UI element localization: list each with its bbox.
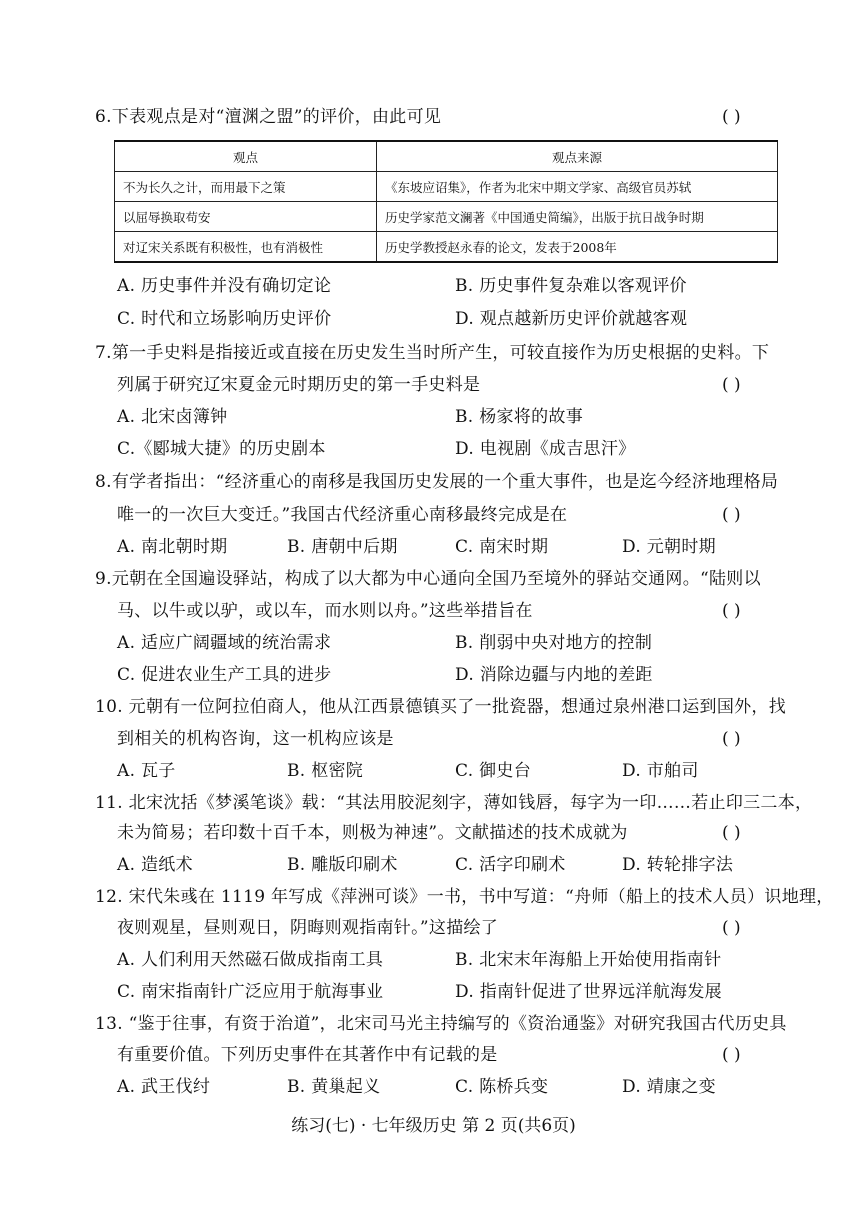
- q6-option-b: B. 历史事件复杂难以客观评价: [455, 276, 687, 296]
- table-header-row: [115, 141, 778, 172]
- q10-option-c: C. 御史台: [455, 761, 532, 781]
- q12-option-c: C. 南宋指南针广泛应用于航海事业: [117, 982, 384, 1002]
- q7-option-b: B. 杨家将的故事: [455, 407, 583, 427]
- q12-stem-line2: 夜则观星，昼则观日，阴晦则观指南针。”这描绘了: [117, 918, 499, 938]
- q13-option-a: A. 武王伐纣: [117, 1077, 211, 1097]
- q8-option-b: B. 唐朝中后期: [287, 537, 398, 557]
- q6-answer-bracket: ( ): [722, 107, 741, 127]
- q9-answer-bracket: ( ): [722, 601, 741, 621]
- q6-viewpoint-table: [114, 140, 778, 263]
- table-row: [115, 172, 778, 202]
- table-cell: 历史学教授赵永春的论文，发表于2008年: [377, 232, 778, 263]
- q13-option-d: D. 靖康之变: [622, 1077, 716, 1097]
- q7-option-c: C.《郾城大捷》的历史剧本: [117, 439, 326, 459]
- table-cell: 不为长久之计，而用最下之策: [115, 172, 377, 202]
- table-header-source: 观点来源: [377, 141, 778, 172]
- q9-option-c: C. 促进农业生产工具的进步: [117, 665, 332, 685]
- q11-answer-bracket: ( ): [722, 823, 741, 843]
- q12-option-b: B. 北宋末年海船上开始使用指南针: [455, 950, 722, 970]
- q8-option-c: C. 南宋时期: [455, 537, 549, 557]
- q6-option-d: D. 观点越新历史评价就越客观: [455, 309, 688, 329]
- q13-stem-line1: 13. “鉴于往事，有资于治道”，北宋司马光主持编写的《资治通鉴》对研究我国古代历史具: [95, 1014, 787, 1034]
- q6-option-c: C. 时代和立场影响历史评价: [117, 309, 332, 329]
- q9-stem-line1: 9.元朝在全国遍设驿站，构成了以大都为中心通向全国乃至境外的驿站交通网。“陆则以: [95, 569, 761, 589]
- q8-stem-line2: 唯一的一次巨大变迁。”我国古代经济重心南移最终完成是在: [117, 505, 568, 525]
- q12-option-d: D. 指南针促进了世界远洋航海发展: [455, 982, 722, 1002]
- q9-stem-line2: 马、以牛或以驴，或以车，而水则以舟。”这些举措旨在: [117, 601, 533, 621]
- table-cell: 以屈辱换取苟安: [115, 202, 377, 232]
- q13-option-b: B. 黄巢起义: [287, 1077, 381, 1097]
- q11-stem-line2: 未为简易；若印数十百千本，则极为神速”。文献描述的技术成就为: [117, 823, 628, 843]
- q10-answer-bracket: ( ): [722, 729, 741, 749]
- q6-option-a: A. 历史事件并没有确切定论: [117, 276, 332, 296]
- q13-stem-line2: 有重要价值。下列历史事件在其著作中有记载的是: [117, 1045, 498, 1065]
- q8-answer-bracket: ( ): [722, 505, 741, 525]
- q9-option-b: B. 削弱中央对地方的控制: [455, 633, 653, 653]
- q9-option-d: D. 消除边疆与内地的差距: [455, 665, 653, 685]
- q11-option-d: D. 转轮排字法: [622, 855, 734, 875]
- table-row: [115, 232, 778, 263]
- table-cell: 《东坡应诏集》，作者为北宋中期文学家、高级官员苏轼: [377, 172, 778, 202]
- q11-option-b: B. 雕版印刷术: [287, 855, 398, 875]
- q10-option-d: D. 市舶司: [622, 761, 699, 781]
- q13-answer-bracket: ( ): [722, 1045, 741, 1065]
- table-cell: 对辽宋关系既有积极性，也有消极性: [115, 232, 377, 263]
- q10-stem-line2: 到相关的机构咨询，这一机构应该是: [117, 729, 394, 749]
- table-row: [115, 202, 778, 232]
- q7-option-a: A. 北宋卤簿钟: [117, 407, 228, 427]
- page-footer: 练习(七) · 七年级历史 第 2 页(共6页): [291, 1116, 576, 1136]
- q8-stem-line1: 8.有学者指出：“经济重心的南移是我国历史发展的一个重大事件，也是迄今经济地理格局: [95, 472, 779, 492]
- q11-option-a: A. 造纸术: [117, 855, 193, 875]
- q12-answer-bracket: ( ): [722, 918, 741, 938]
- q10-option-a: A. 瓦子: [117, 761, 176, 781]
- q7-stem-line2: 列属于研究辽宋夏金元时期历史的第一手史料是: [117, 375, 481, 395]
- table-header-viewpoint: 观点: [115, 141, 377, 172]
- q10-stem-line1: 10. 元朝有一位阿拉伯商人，他从江西景德镇买了一批瓷器，想通过泉州港口运到国外，找: [95, 697, 787, 717]
- q7-stem-line1: 7.第一手史料是指接近或直接在历史发生当时所产生，可较直接作为历史根据的史料。下: [95, 343, 770, 363]
- q11-stem-line1: 11. 北宋沈括《梦溪笔谈》载：“其法用胶泥刻字，薄如钱唇，每字为一印……若止印三二本，: [95, 793, 813, 813]
- q7-answer-bracket: ( ): [722, 375, 741, 395]
- q12-stem-line1: 12. 宋代朱彧在 1119 年写成《萍洲可谈》一书，书中写道：“舟师（船上的技术人员）识地理，: [95, 887, 834, 907]
- q8-option-a: A. 南北朝时期: [117, 537, 228, 557]
- q6-stem: 6.下表观点是对“澶渊之盟”的评价，由此可见: [95, 107, 442, 127]
- q10-option-b: B. 枢密院: [287, 761, 364, 781]
- q9-option-a: A. 适应广阔疆域的统治需求: [117, 633, 332, 653]
- q8-option-d: D. 元朝时期: [622, 537, 716, 557]
- table-cell: 历史学家范文澜著《中国通史简编》，出版于抗日战争时期: [377, 202, 778, 232]
- q12-option-a: A. 人们利用天然磁石做成指南工具: [117, 950, 384, 970]
- q7-option-d: D. 电视剧《成吉思汗》: [455, 439, 636, 459]
- q11-option-c: C. 活字印刷术: [455, 855, 566, 875]
- q13-option-c: C. 陈桥兵变: [455, 1077, 549, 1097]
